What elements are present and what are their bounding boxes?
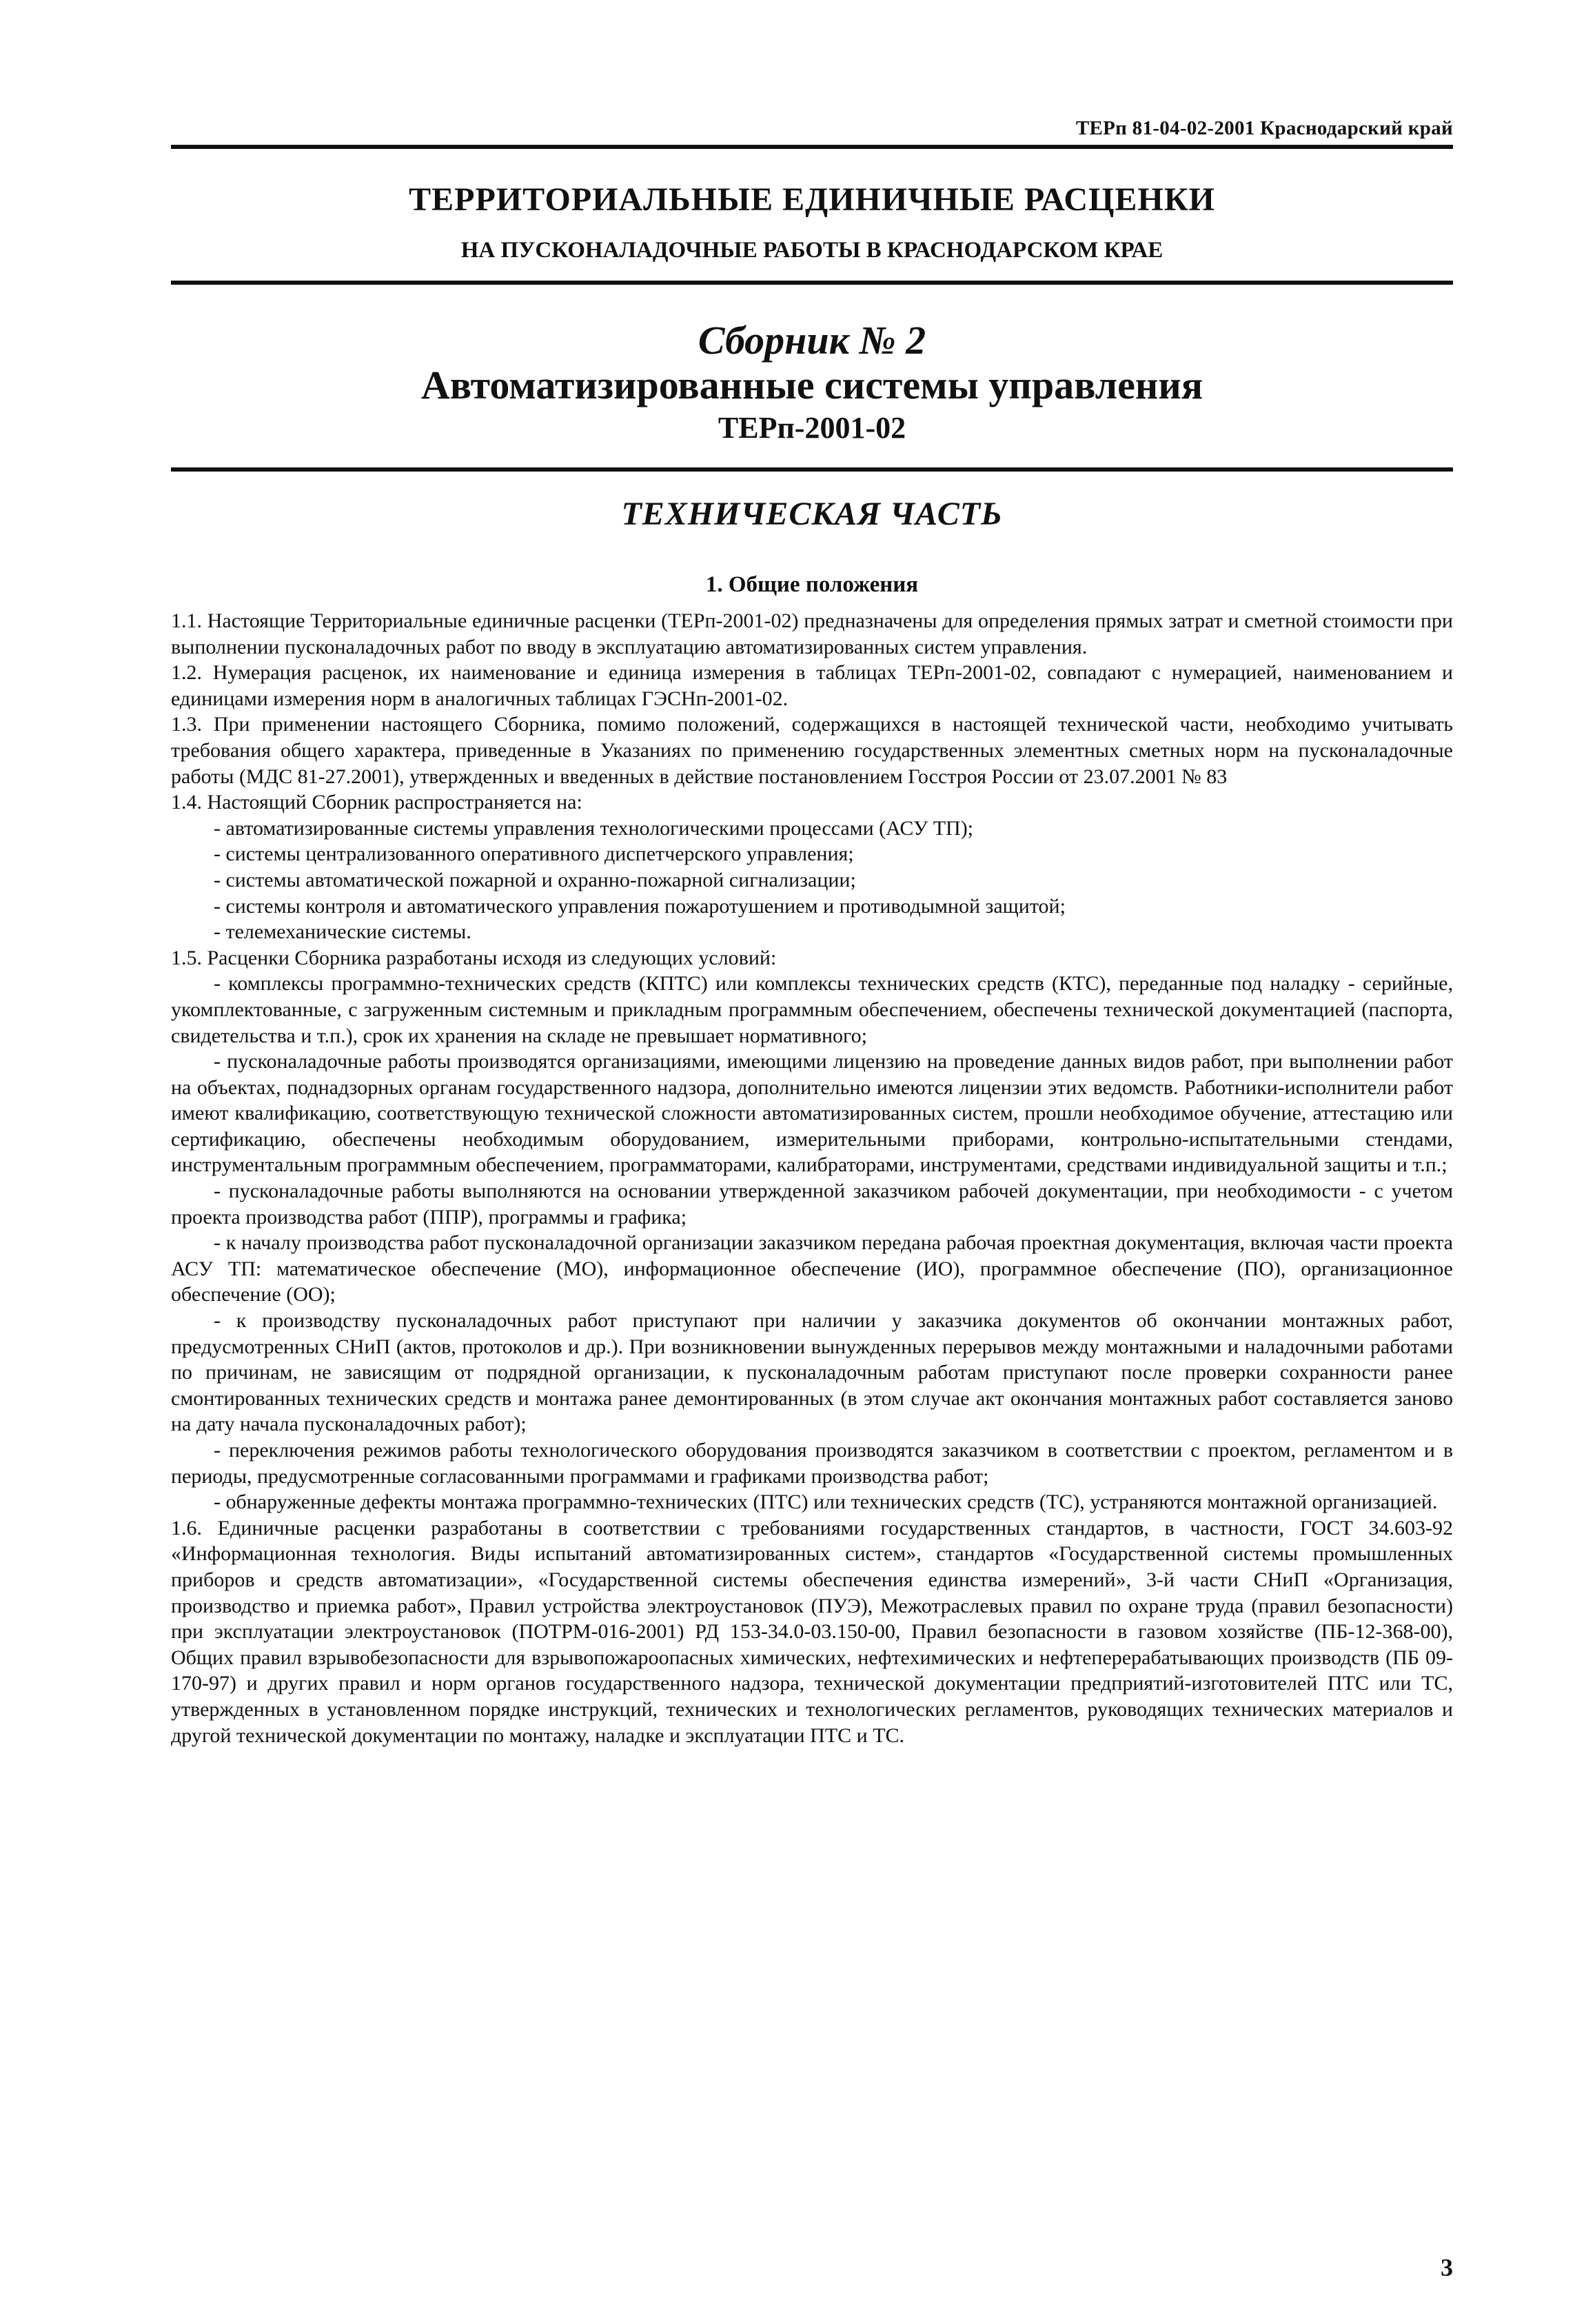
condition-item: - переключения режимов работы технологического оборудования производятся заказчиком в соответствии с проектом, регламентом и в периоды, предусмотренные согласованными программами и графиками производства работ; — [171, 1439, 1453, 1488]
collection-name: Автоматизированные системы управления — [420, 363, 1203, 407]
condition-item: - к началу производства работ пусконаладочной организации заказчиком передана рабочая проектная документация, включая части проекта АСУ ТП: математическое обеспечение (МО), информационное обеспечение (ИО), программное обеспечение (ПО), организационное обеспечение (ОО); — [171, 1231, 1453, 1306]
document-page — [171, 0, 1453, 2324]
condition-item: - обнаруженные дефекты монтажа программно-технических (ПТС) или технических средств (ТС), устраняются монтажной организацией. — [214, 1491, 1438, 1514]
scope-item: - системы централизованного оперативного диспетчерского управления; — [214, 842, 854, 866]
paragraph-1-3: 1.3. При применении настоящего Сборника, помимо положений, содержащихся в настоящей технической части, необходимо учитывать требования общего характера, приведенные в Указаниях по применению государственных элементных сметных норм на пусконаладочные работы (МДС 81-27.2001), утвержденных и введенных в действие постановлением Госстроя России от 23.07.2001 № 83 — [171, 713, 1453, 788]
paragraph-1-6: 1.6. Единичные расценки разработаны в соответствии с требованиями государственных стандартов, в частности, ГОСТ 34.603-92 «Информационная технология. Виды испытаний автоматизированных систем», стандартов «Государственной системы промышленных приборов и средств автоматизации», «Государственной системы обеспечения единства измерений», 3-й части СНиП «Организация, производство и приемка работ», Правил устройства электроустановок (ПУЭ), Межотраслевых правил по охране труда (правил безопасности) при эксплуатации электроустановок (ПОТРМ-016-2001) РД 153-34.0-03.150-00, Правил безопасности в газовом хозяйстве (ПБ-12-368-00), Общих правил взрывобезопасности для взрывопожароопасных химических, нефтехимических и нефтеперерабатывающих производств (ПБ 09-170-97) и других правил и норм органов государственного надзора, технической документации предприятий-изготовителей ПТС или ТС, утвержденных в установленном порядке инструкций, технических и технологических регламентов, руководящих технических материалов и другой технической документации по монтажу, наладке и эксплуатации ПТС и ТС. — [171, 1516, 1453, 1747]
condition-item: - комплексы программно-технических средств (КПТС) или комплексы технических средств (КТС), переданные под наладку - серийные, укомплектованные, с загруженным системным и прикладным программным обеспечением, обеспечены технической документацией (паспорта, свидетельства и т.п.), срок их хранения на складе не превышает нормативного; — [171, 972, 1453, 1047]
scope-item: - системы контроля и автоматического управления пожаротушением и противодымной защитой; — [214, 894, 1066, 918]
part-title: ТЕХНИЧЕСКАЯ ЧАСТЬ — [621, 496, 1003, 532]
condition-item: - к производству пусконаладочных работ приступают при наличии у заказчика документов об окончании монтажных работ, предусмотренных СНиП (актов, протоколов и др.). При возникновении вынужденных перерывов между монтажными и наладочными работами по причинам, не зависящим от подрядной организации, к пусконаладочным работам приступают после проверки сохранности ранее смонтированных технических средств и монтажа ранее демонтированных (в этом случае акт окончания монтажных работ составляется заново на дату начала пусконаладочных работ); — [171, 1309, 1453, 1436]
collection-rule — [171, 467, 1453, 472]
paragraph-1-4: 1.4. Настоящий Сборник распространяется на: — [171, 791, 582, 814]
collection-number: Сборник № 2 — [698, 318, 926, 363]
main-title: ТЕРРИТОРИАЛЬНЫЕ ЕДИНИЧНЫЕ РАСЦЕНКИ — [409, 181, 1215, 218]
scope-item: - телемеханические системы. — [214, 920, 471, 944]
title-rule — [171, 281, 1453, 285]
section-title: 1. Общие положения — [705, 572, 919, 597]
body-text — [171, 608, 1453, 1748]
condition-item: - пусконаладочные работы выполняются на основании утвержденной заказчиком рабочей документации, при необходимости - с учетом проекта производства работ (ППР), программы и графика; — [171, 1180, 1453, 1229]
running-head: ТЕРп 81-04-02-2001 Краснодарский край — [1075, 117, 1453, 139]
scope-item: - системы автоматической пожарной и охранно-пожарной сигнализации; — [214, 868, 856, 891]
paragraph-1-5: 1.5. Расценки Сборника разработаны исходя из следующих условий: — [171, 946, 777, 969]
scope-item: - автоматизированные системы управления технологическими процессами (АСУ ТП); — [214, 816, 974, 840]
page-number: 3 — [1441, 2254, 1453, 2281]
paragraph-1-1: 1.1. Настоящие Территориальные единичные расценки (ТЕРп-2001-02) предназначены для определения прямых затрат и сметной стоимости при выполнении пусконаладочных работ по вводу в эксплуатацию автоматизированных систем управления. — [171, 609, 1453, 658]
main-subtitle: НА ПУСКОНАЛАДОЧНЫЕ РАБОТЫ В КРАСНОДАРСКОМ КРАЕ — [460, 238, 1164, 263]
header-rule — [171, 145, 1453, 149]
paragraph-1-2: 1.2. Нумерация расценок, их наименование и единица измерения в таблицах ТЕРп-2001-02, совпадают с нумерацией, наименованием и единицами измерения норм в аналогичных таблицах ГЭСНп-2001-02. — [171, 661, 1453, 710]
collection-code: ТЕРп-2001-02 — [718, 411, 906, 445]
condition-item: - пусконаладочные работы производятся организациями, имеющими лицензию на проведение данных видов работ, при выполнении работ на объектах, поднадзорных органам государственного надзора, дополнительно имеются лицензии этих ведомств. Работники-исполнители работ имеют квалификацию, соответствующую технической сложности автоматизированных систем, прошли необходимое обучение, аттестацию или сертификацию, обеспечены необходимым оборудованием, измерительными приборами, контрольно-испытательными стендами, инструментальным программным обеспечением, программаторами, калибраторами, инструментами, средствами индивидуальной защиты и т.п.; — [171, 1050, 1453, 1177]
